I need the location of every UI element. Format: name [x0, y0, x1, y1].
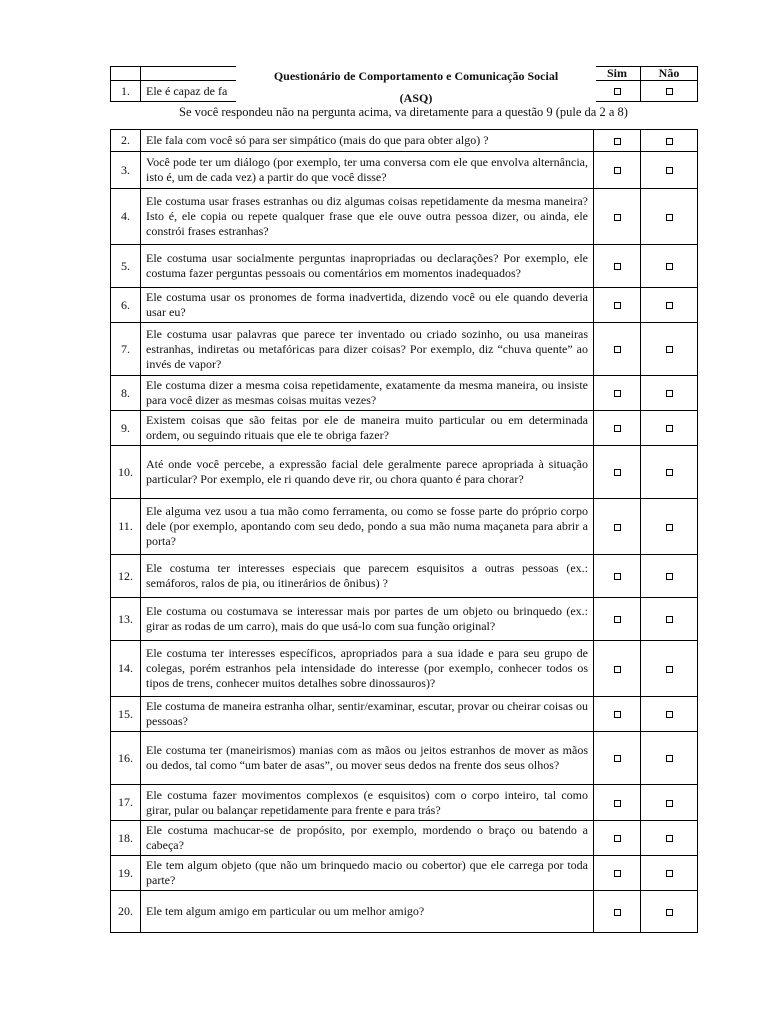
checkbox-nao[interactable]	[666, 425, 673, 432]
answer-cell-sim	[594, 891, 641, 933]
checkbox-sim[interactable]	[614, 138, 621, 145]
question-text: Ele costuma dizer a mesma coisa repetidamente, exatamente da mesma maneira, ou insiste para você dizer as mesmas coisas muitas vezes?	[141, 376, 594, 411]
question-text: Ele alguma vez usou a tua mão como ferramenta, ou como se fosse parte do próprio corpo dele (por exemplo, apontando com seu dedo, pondo a sua mão numa maçaneta para abrir a porta?	[141, 499, 594, 555]
checkbox-sim[interactable]	[614, 390, 621, 397]
checkbox-sim[interactable]	[614, 469, 621, 476]
question-number: 6.	[111, 288, 141, 323]
question-text: Ele costuma usar frases estranhas ou diz algumas coisas repetidamente da mesma maneira? Isto é, ele copia ou repete qualquer frase que ele ouve outra pessoa dizer, ou ainda, ele constrói frases estranhas?	[141, 189, 594, 245]
checkbox-nao[interactable]	[666, 755, 673, 762]
checkbox-sim[interactable]	[614, 524, 621, 531]
answer-cell-sim	[594, 732, 641, 785]
question-number: 17.	[111, 785, 141, 821]
header-number-cell	[111, 67, 141, 81]
question-row	[111, 821, 698, 856]
question-number: 19.	[111, 856, 141, 891]
question-row	[111, 323, 698, 376]
answer-cell-nao	[641, 323, 698, 376]
checkbox-sim[interactable]	[614, 909, 621, 916]
checkbox-sim[interactable]	[614, 167, 621, 174]
question-text: Ele costuma ter interesses especiais que parecem esquisitos a outras pessoas (ex.: semáforos, ralos de pia, ou itinerários de ônibus) ?	[141, 555, 594, 598]
answer-cell-nao	[641, 785, 698, 821]
question-row	[111, 785, 698, 821]
answer-cell-nao	[641, 499, 698, 555]
question-row	[111, 411, 698, 446]
answer-cell-sim	[594, 856, 641, 891]
question-text: Ele fala com você só para ser simpático (mais do que para obter algo) ?	[141, 130, 594, 152]
question-number: 16.	[111, 732, 141, 785]
answer-cell-sim	[594, 697, 641, 732]
question-number: 2.	[111, 130, 141, 152]
checkbox-sim[interactable]	[614, 755, 621, 762]
answer-cell-nao	[641, 376, 698, 411]
question-row	[111, 641, 698, 697]
checkbox-nao[interactable]	[666, 167, 673, 174]
question-row	[111, 245, 698, 288]
checkbox-sim[interactable]	[614, 666, 621, 673]
question-text: Ele costuma de maneira estranha olhar, sentir/examinar, escutar, provar ou cheirar coisas ou pessoas?	[141, 697, 594, 732]
question-number: 14.	[111, 641, 141, 697]
question-text: Ele costuma ter (maneirismos) manias com as mãos ou jeitos estranhos de mover as mãos ou dedos, tal como “um bater de asas”, ou mover seus dedos na frente dos seus olhos?	[141, 732, 594, 785]
question-text: Ele costuma ou costumava se interessar mais por partes de um objeto ou brinquedo (ex.: girar as rodas de um carro), mais do que usá-lo com sua função original?	[141, 598, 594, 641]
checkbox-nao[interactable]	[666, 573, 673, 580]
questions-table	[110, 129, 698, 933]
document-subtitle: (ASQ)	[399, 91, 433, 105]
answer-cell-sim	[594, 821, 641, 856]
checkbox-sim[interactable]	[614, 425, 621, 432]
checkbox-nao[interactable]	[666, 835, 673, 842]
checkbox-nao[interactable]	[666, 711, 673, 718]
checkbox-nao[interactable]	[666, 909, 673, 916]
answer-cell-nao	[641, 732, 698, 785]
document-title: Questionário de Comportamento e Comunicação Social	[273, 69, 559, 83]
answer-cell-sim	[594, 411, 641, 446]
answer-cell-nao	[641, 152, 698, 189]
checkbox-nao[interactable]	[666, 524, 673, 531]
answer-cell-sim	[594, 376, 641, 411]
checkbox-sim[interactable]	[614, 616, 621, 623]
question-text: Ele é capaz de fa	[141, 81, 594, 102]
checkbox-nao[interactable]	[666, 302, 673, 309]
answer-cell-sim	[594, 785, 641, 821]
answer-cell-sim	[594, 641, 641, 697]
checkbox-sim[interactable]	[614, 870, 621, 877]
answer-cell-nao	[641, 81, 698, 102]
answer-cell-nao	[641, 130, 698, 152]
checkbox-nao[interactable]	[666, 390, 673, 397]
question-text: Ele costuma ter interesses específicos, apropriados para a sua idade e para seu grupo de colegas, porém estranhos pela intensidade do interesse (por exemplo, conhecer todos os tipos de trens, conhecer muitos detalhes sobre dinossauros)?	[141, 641, 594, 697]
question-row	[111, 130, 698, 152]
question-number: 12.	[111, 555, 141, 598]
answer-cell-nao	[641, 411, 698, 446]
checkbox-nao[interactable]	[666, 616, 673, 623]
question-text: Ele costuma usar palavras que parece ter inventado ou criado sozinho, ou usa maneiras estranhas, indiretas ou metafóricas para dizer coisas? Por exemplo, diz “chuva quente” ao invés de vapor?	[141, 323, 594, 376]
column-header-sim: Sim	[594, 67, 641, 81]
question-number: 9.	[111, 411, 141, 446]
question-text: Ele tem algum amigo em particular ou um melhor amigo?	[141, 891, 594, 933]
question-number: 1.	[111, 81, 141, 102]
answer-cell-nao	[641, 555, 698, 598]
checkbox-nao[interactable]	[666, 138, 673, 145]
question-number: 8.	[111, 376, 141, 411]
checkbox-sim[interactable]	[614, 302, 621, 309]
question-row	[111, 288, 698, 323]
checkbox-nao[interactable]	[666, 666, 673, 673]
checkbox-sim[interactable]	[614, 835, 621, 842]
checkbox-nao[interactable]	[666, 800, 673, 807]
question-text: Até onde você percebe, a expressão facial dele geralmente parece apropriada à situação particular? Por exemplo, ele ri quando deve rir, ou chora quanto é para chorar?	[141, 446, 594, 499]
answer-cell-sim	[594, 152, 641, 189]
question-number: 10.	[111, 446, 141, 499]
question-number: 13.	[111, 598, 141, 641]
checkbox-sim[interactable]	[614, 711, 621, 718]
checkbox-nao[interactable]	[666, 346, 673, 353]
question-row	[111, 189, 698, 245]
answer-cell-sim	[594, 81, 641, 102]
answer-cell-nao	[641, 641, 698, 697]
checkbox-sim[interactable]	[614, 263, 621, 270]
question-number: 5.	[111, 245, 141, 288]
checkbox-nao[interactable]	[666, 870, 673, 877]
answer-cell-nao	[641, 446, 698, 499]
question-text: Ele tem algum objeto (que não um brinquedo macio ou cobertor) que ele carrega por toda parte?	[141, 856, 594, 891]
question-text: Ele costuma fazer movimentos complexos (e esquisitos) com o corpo inteiro, tal como girar, pular ou balançar repetidamente para frente e para trás?	[141, 785, 594, 821]
checkbox-sim[interactable]	[614, 346, 621, 353]
question-number: 15.	[111, 697, 141, 732]
question-row	[111, 555, 698, 598]
answer-cell-nao	[641, 598, 698, 641]
answer-cell-sim	[594, 245, 641, 288]
checkbox-nao[interactable]	[666, 263, 673, 270]
question-text: Ele costuma usar socialmente perguntas inapropriadas ou declarações? Por exemplo, ele costuma fazer perguntas pessoais ou comentários em momentos inadequados?	[141, 245, 594, 288]
answer-cell-nao	[641, 245, 698, 288]
answer-cell-nao	[641, 697, 698, 732]
question-row	[111, 697, 698, 732]
answer-cell-sim	[594, 288, 641, 323]
answer-cell-nao	[641, 891, 698, 933]
question-number: 11.	[111, 499, 141, 555]
question-text: Você pode ter um diálogo (por exemplo, ter uma conversa com ele que envolva alternância, isto é, um de cada vez) a partir do que você disse?	[141, 152, 594, 189]
checkbox-sim[interactable]	[614, 214, 621, 221]
answer-cell-nao	[641, 288, 698, 323]
checkbox-nao[interactable]	[666, 214, 673, 221]
question-number: 18.	[111, 821, 141, 856]
question-number: 4.	[111, 189, 141, 245]
column-header-nao: Não	[641, 67, 698, 81]
answer-cell-sim	[594, 499, 641, 555]
question-row	[111, 152, 698, 189]
answer-cell-nao	[641, 821, 698, 856]
question-number: 7.	[111, 323, 141, 376]
answer-cell-sim	[594, 555, 641, 598]
question-text: Ele costuma usar os pronomes de forma inadvertida, dizendo você ou ele quando deveria usar eu?	[141, 288, 594, 323]
question-row	[111, 891, 698, 933]
answer-cell-sim	[594, 323, 641, 376]
answer-cell-sim	[594, 598, 641, 641]
answer-cell-nao	[641, 189, 698, 245]
question-text: Ele costuma machucar-se de propósito, por exemplo, mordendo o braço ou batendo a cabeça?	[141, 821, 594, 856]
question-number: 20.	[111, 891, 141, 933]
answer-cell-nao	[641, 856, 698, 891]
question-row	[111, 598, 698, 641]
question-text: Existem coisas que são feitas por ele de maneira muito particular ou em determinada ordem, ou seguindo rituais que ele te obriga fazer?	[141, 411, 594, 446]
question-number: 3.	[111, 152, 141, 189]
question-row	[111, 446, 698, 499]
answer-cell-sim	[594, 446, 641, 499]
checkbox-sim[interactable]	[614, 800, 621, 807]
skip-instruction: Se você respondeu não na pergunta acima, va diretamente para a questão 9 (pule da 2 a 8)	[179, 105, 628, 119]
question-row	[111, 856, 698, 891]
checkbox-nao[interactable]	[666, 88, 673, 95]
question-row	[111, 376, 698, 411]
checkbox-nao[interactable]	[666, 469, 673, 476]
answer-cell-sim	[594, 130, 641, 152]
answer-cell-sim	[594, 189, 641, 245]
question-row	[111, 732, 698, 785]
checkbox-sim[interactable]	[614, 88, 621, 95]
question-row	[111, 499, 698, 555]
checkbox-sim[interactable]	[614, 573, 621, 580]
